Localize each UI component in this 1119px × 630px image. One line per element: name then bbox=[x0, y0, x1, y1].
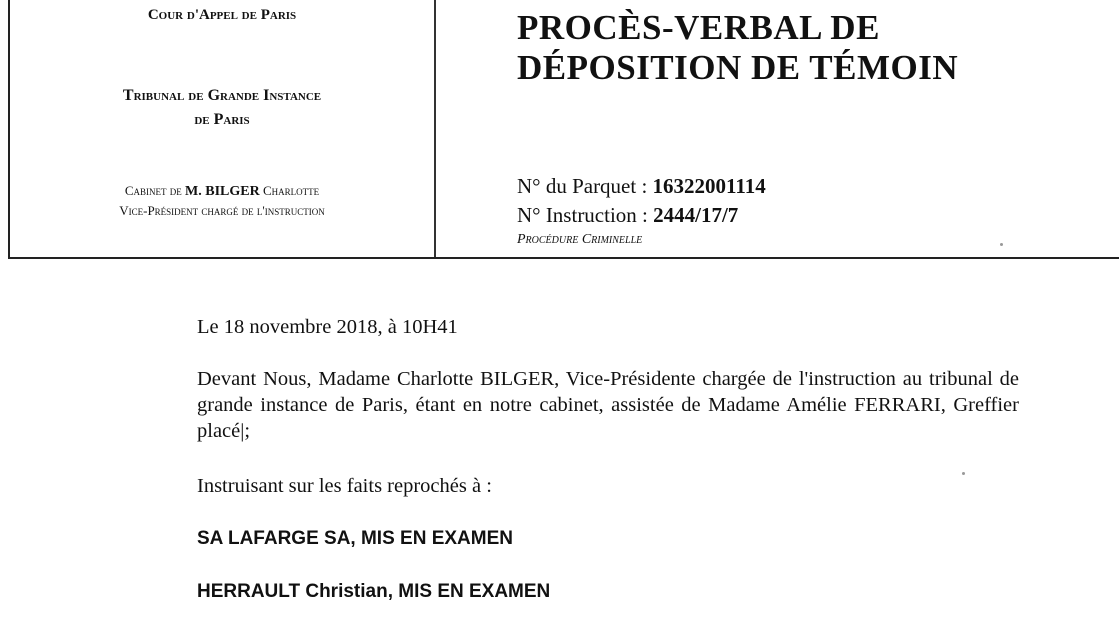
title-line-2: DÉPOSITION DE TÉMOIN bbox=[517, 48, 959, 87]
cabinet-name: M. BILGER bbox=[185, 184, 260, 199]
tribunal-line-1: Tribunal de Grande Instance bbox=[122, 87, 322, 104]
date-line: Le 18 novembre 2018, à 10H41 bbox=[197, 316, 458, 338]
tribunal-line-2: de Paris bbox=[194, 111, 250, 128]
instruction-intro: Instruisant sur les faits reprochés à : bbox=[197, 475, 492, 497]
accused-party-1: SA LAFARGE SA, MIS EN EXAMEN bbox=[197, 528, 513, 549]
parquet-number: 16322001114 bbox=[652, 174, 766, 198]
cabinet-role: Vice-Président chargé de l'instruction bbox=[119, 203, 325, 218]
document-title bbox=[517, 8, 958, 88]
cabinet-line bbox=[10, 181, 434, 202]
title-line-1: PROCÈS-VERBAL DE bbox=[517, 8, 880, 47]
cabinet-firstname: Charlotte bbox=[262, 183, 320, 198]
court-of-appeal: Cour d'Appel de Paris bbox=[147, 7, 297, 23]
parquet-label: N° du Parquet : bbox=[517, 174, 648, 198]
court-block bbox=[10, 0, 434, 257]
instruction-label: N° Instruction : bbox=[517, 203, 648, 227]
instruction-number: 2444/17/7 bbox=[653, 203, 739, 227]
procedure-type: Procédure Criminelle bbox=[517, 232, 643, 247]
tribunal-name bbox=[10, 84, 434, 132]
instruction-reference bbox=[517, 202, 738, 228]
parquet-reference bbox=[517, 173, 766, 199]
header-divider bbox=[434, 0, 437, 257]
opening-paragraph: Devant Nous, Madame Charlotte BILGER, Vice-Présidente chargée de l'instruction au tribunal de grande instance de Paris, étant en notre cabinet, assistée de Madame Amélie FERRARI, Greffier placé|; bbox=[197, 368, 1019, 442]
cabinet-prefix: Cabinet de bbox=[124, 183, 182, 198]
scan-speck bbox=[962, 472, 965, 475]
accused-party-2: HERRAULT Christian, MIS EN EXAMEN bbox=[197, 581, 551, 602]
scan-speck bbox=[1000, 243, 1003, 246]
